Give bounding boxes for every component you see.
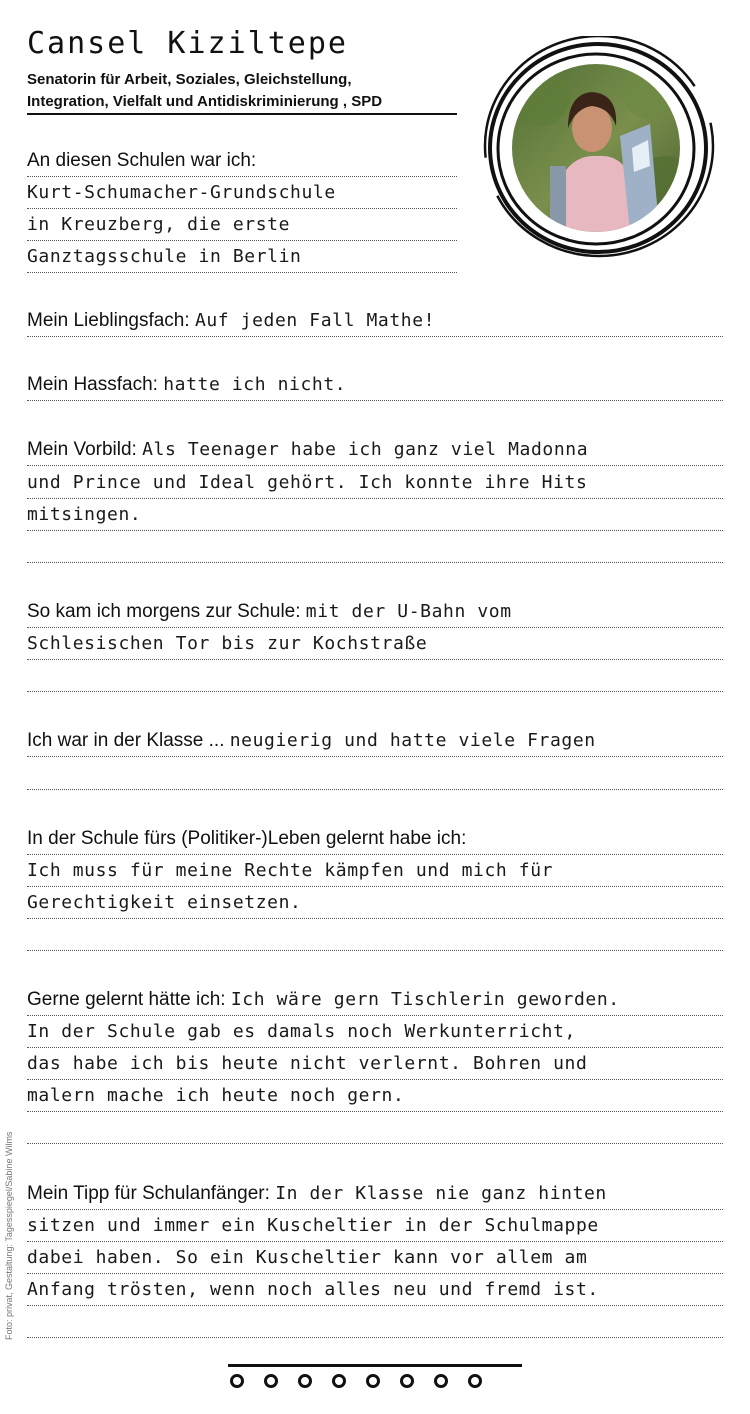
class-line-2 <box>27 757 723 790</box>
wish-learned-answer-1: Ich wäre gern Tischlerin geworden. <box>230 989 620 1010</box>
class-answer: neugierig und hatte viele Fragen <box>229 730 596 751</box>
schools-answer-3: Ganztagsschule in Berlin <box>27 246 302 267</box>
commute-line-2 <box>27 627 723 660</box>
wish-learned-line-3 <box>27 1047 723 1080</box>
role-line-2: Integration, Vielfalt und Antidiskriminierung , SPD <box>27 93 383 110</box>
photo-credit: Foto: privat, Gestaltung: Tagesspiegel/Sabine Wilms <box>4 1131 14 1340</box>
circle-icon <box>366 1374 380 1388</box>
role-description <box>27 69 457 113</box>
hated-subject-line <box>27 368 723 401</box>
wish-learned-answer-2: In der Schule gab es damals noch Werkunterricht, <box>27 1021 576 1042</box>
circle-icon <box>298 1374 312 1388</box>
role-model-answer-2: und Prince und Ideal gehört. Ich konnte ihre Hits <box>27 472 588 493</box>
class-label: Ich war in der Klasse ... <box>27 730 225 751</box>
commute-answer-2: Schlesischen Tor bis zur Kochstraße <box>27 633 428 654</box>
life-lesson-answer-2: Gerechtigkeit einsetzen. <box>27 892 302 913</box>
role-model-answer-1: Als Teenager habe ich ganz viel Madonna <box>142 439 589 460</box>
circle-icon <box>332 1374 346 1388</box>
tip-line-4 <box>27 1273 723 1306</box>
bottom-rule <box>228 1364 522 1367</box>
decorative-circles <box>230 1374 482 1388</box>
wish-learned-line-4 <box>27 1079 723 1112</box>
tip-line-5 <box>27 1305 723 1338</box>
life-lesson-line-2 <box>27 854 723 887</box>
tip-line-3 <box>27 1241 723 1274</box>
role-model-line-2 <box>27 466 723 499</box>
tip-answer-4: Anfang trösten, wenn noch alles neu und fremd ist. <box>27 1279 599 1300</box>
life-lesson-line-3 <box>27 886 723 919</box>
favorite-subject-label: Mein Lieblingsfach: <box>27 310 190 331</box>
role-line-1: Senatorin für Arbeit, Soziales, Gleichstellung, <box>27 71 352 88</box>
life-lesson-line <box>27 822 723 855</box>
wish-learned-answer-3: das habe ich bis heute nicht verlernt. Bohren und <box>27 1053 588 1074</box>
photo-frame <box>480 36 720 262</box>
schools-answer-1: Kurt-Schumacher-Grundschule <box>27 182 336 203</box>
role-model-line <box>27 433 723 466</box>
tip-label: Mein Tipp für Schulanfänger: <box>27 1183 270 1204</box>
commute-line-3 <box>27 659 723 692</box>
role-model-answer-3: mitsingen. <box>27 504 142 525</box>
favorite-subject-line <box>27 304 723 337</box>
circle-icon <box>468 1374 482 1388</box>
tip-line <box>27 1177 723 1210</box>
favorite-subject-answer: Auf jeden Fall Mathe! <box>194 310 436 331</box>
commute-answer-1: mit der U-Bahn vom <box>305 601 512 622</box>
wish-learned-line-2 <box>27 1015 723 1048</box>
life-lesson-line-4 <box>27 918 723 951</box>
schools-label: An diesen Schulen war ich: <box>27 150 257 171</box>
role-model-label: Mein Vorbild: <box>27 439 137 460</box>
hated-subject-label: Mein Hassfach: <box>27 374 158 395</box>
wish-learned-line <box>27 983 723 1016</box>
wish-learned-label: Gerne gelernt hätte ich: <box>27 989 226 1010</box>
schools-line-2 <box>27 208 457 241</box>
class-line <box>27 724 723 757</box>
tip-answer-1: In der Klasse nie ganz hinten <box>275 1183 607 1204</box>
commute-line <box>27 595 723 628</box>
life-lesson-answer-1: Ich muss für meine Rechte kämpfen und mich für <box>27 860 554 881</box>
wish-learned-line-5 <box>27 1111 723 1144</box>
wish-learned-answer-4: malern mache ich heute noch gern. <box>27 1085 405 1106</box>
circle-icon <box>400 1374 414 1388</box>
circle-icon <box>264 1374 278 1388</box>
role-model-line-3 <box>27 498 723 531</box>
role-model-line-4 <box>27 530 723 563</box>
photo-circle-frame <box>480 36 720 262</box>
schools-answer-2: in Kreuzberg, die erste <box>27 214 291 235</box>
schools-line-3 <box>27 240 457 273</box>
schools-label-line <box>27 144 457 177</box>
circle-icon <box>434 1374 448 1388</box>
tip-line-2 <box>27 1209 723 1242</box>
schools-line-1 <box>27 176 457 209</box>
tip-answer-2: sitzen und immer ein Kuscheltier in der Schulmappe <box>27 1215 599 1236</box>
name-title: Cansel Kiziltepe <box>27 26 348 61</box>
circle-icon <box>230 1374 244 1388</box>
commute-label: So kam ich morgens zur Schule: <box>27 601 301 622</box>
role-underline <box>27 113 457 115</box>
tip-answer-3: dabei haben. So ein Kuscheltier kann vor allem am <box>27 1247 588 1268</box>
life-lesson-label: In der Schule fürs (Politiker-)Leben gelernt habe ich: <box>27 828 467 849</box>
hated-subject-answer: hatte ich nicht. <box>163 374 347 395</box>
